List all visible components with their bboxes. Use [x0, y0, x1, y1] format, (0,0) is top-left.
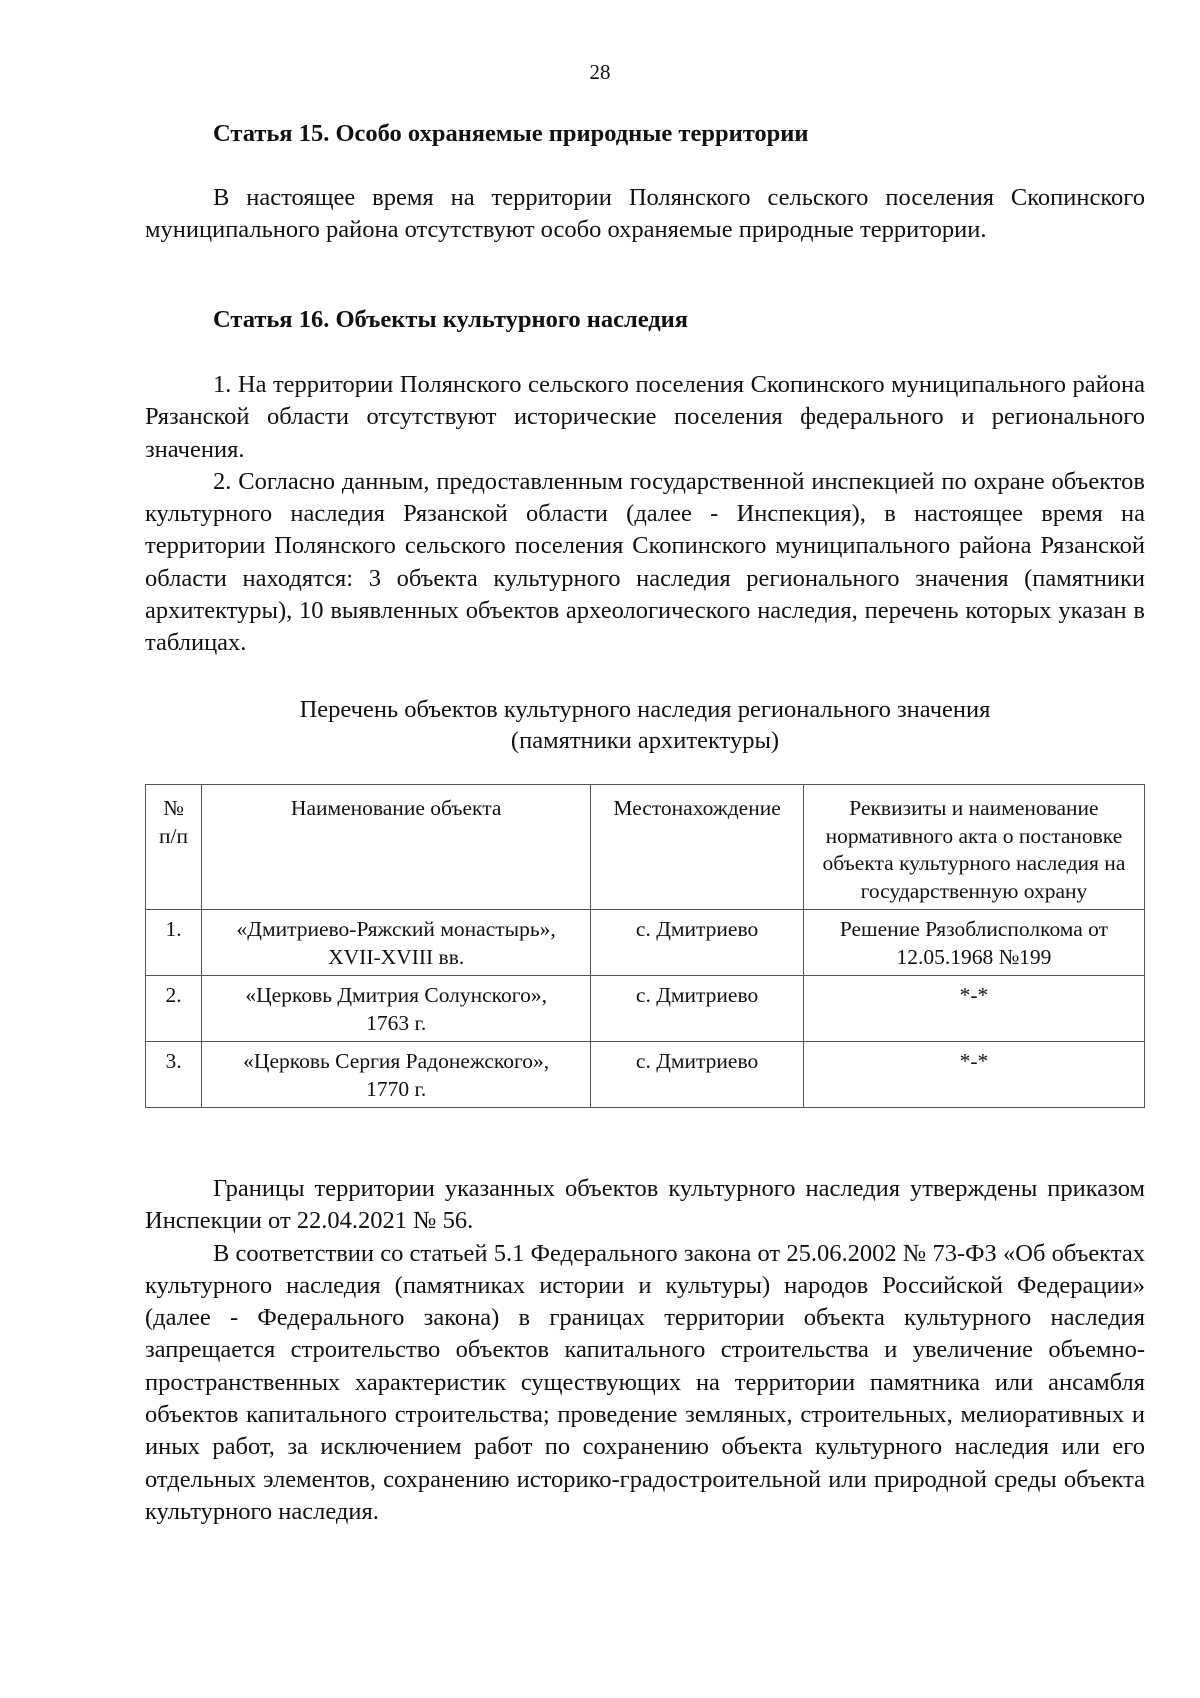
row-requisites-line-1: Решение Рязоблисполкома от	[839, 917, 1109, 941]
article-16-heading: Статья 16. Объекты культурного наследия	[213, 306, 689, 333]
table-caption-line-1: Перечень объектов культурного наследия регионального значения	[299, 696, 991, 723]
article-16-body	[145, 369, 1145, 660]
header-name: Наименование объекта	[202, 785, 591, 910]
row-name-line-1: «Церковь Дмитрия Солунского»,	[245, 983, 547, 1007]
federal-law-paragraph: В соответствии со статьей 5.1 Федерального закона от 25.06.2002 № 73-ФЗ «Об объектах культурного наследия (памятниках истории и культуры) народов Российской Федерации» (далее - Федерального закона) в границах территории объекта культурного наследия запрещается строительство объектов капитального строительства и увеличение объемно-пространственных характеристик существующих на территории памятника или ансамбля объектов капитального строительства; проведение земляных, строительных, мелиоративных и иных работ, за исключением работ по сохранению объекта культурного наследия или его отдельных элементов, сохранению историко-градостроительной или природной среды объекта культурного наследия.	[145, 1239, 1145, 1525]
table-row	[146, 976, 1145, 1042]
row-requisites-line-2: 12.05.1968 №199	[896, 944, 1052, 969]
row-requisites-line-1: *-*	[959, 983, 989, 1007]
header-number	[146, 785, 202, 910]
article-15-heading: Статья 15. Особо охраняемые природные территории	[213, 120, 809, 147]
row-requisites	[803, 976, 1144, 1042]
row-requisites	[803, 1042, 1144, 1108]
row-name-line-1: «Церковь Сергия Радонежского»,	[243, 1049, 550, 1073]
page-number: 28	[589, 60, 611, 84]
post-table-body	[145, 1173, 1145, 1528]
row-name	[202, 910, 591, 976]
table-caption-line-2: (памятники архитектуры)	[510, 727, 780, 754]
row-number: 1.	[146, 910, 202, 976]
table-header-row	[146, 785, 1145, 910]
header-location: Местонахождение	[591, 785, 804, 910]
article-16-paragraph-1: 1. На территории Полянского сельского поселения Скопинского муниципального района Рязанской области отсутствуют исторические поселения федерального и регионального значения.	[145, 371, 1145, 463]
header-number-line-2: п/п	[159, 823, 189, 848]
article-15-paragraph: В настоящее время на территории Полянского сельского поселения Скопинского муниципального района отсутствуют особо охраняемые природные территории.	[145, 184, 1145, 244]
row-location: с. Дмитриево	[591, 1042, 804, 1108]
row-name	[202, 976, 591, 1042]
row-location: с. Дмитриево	[591, 910, 804, 976]
table-caption	[145, 694, 1145, 756]
borders-paragraph: Границы территории указанных объектов культурного наследия утверждены приказом Инспекции от 22.04.2021 № 56.	[145, 1175, 1145, 1235]
row-number: 2.	[146, 976, 202, 1042]
table-row	[146, 910, 1145, 976]
article-15-body	[145, 182, 1145, 247]
heritage-objects-table	[145, 784, 1145, 1108]
row-number: 3.	[146, 1042, 202, 1108]
article-16-paragraph-2: 2. Согласно данным, предоставленным государственной инспекцией по охране объектов культурного наследия Рязанской области (далее - Инспекция), в настоящее время на территории Полянского сельского поселения Скопинского муниципального района Рязанской области находятся: 3 объекта культурного наследия регионального значения (памятники архитектуры), 10 выявленных объектов археологического наследия, перечень которых указан в таблицах.	[145, 467, 1145, 657]
row-name-line-2: 1770 г.	[366, 1076, 427, 1101]
header-requisites: Реквизиты и наименование нормативного акта о постановке объекта культурного наследия на государственную охрану	[803, 785, 1144, 910]
header-number-line-1: №	[163, 796, 184, 820]
row-requisites-line-1: *-*	[959, 1049, 989, 1073]
row-name-line-2: 1763 г.	[366, 1010, 427, 1035]
row-name-line-1: «Дмитриево-Ряжский монастырь»,	[236, 917, 556, 941]
table-row	[146, 1042, 1145, 1108]
row-name-line-2: XVII-XVIII вв.	[328, 944, 465, 969]
row-name	[202, 1042, 591, 1108]
row-requisites	[803, 910, 1144, 976]
row-location: с. Дмитриево	[591, 976, 804, 1042]
